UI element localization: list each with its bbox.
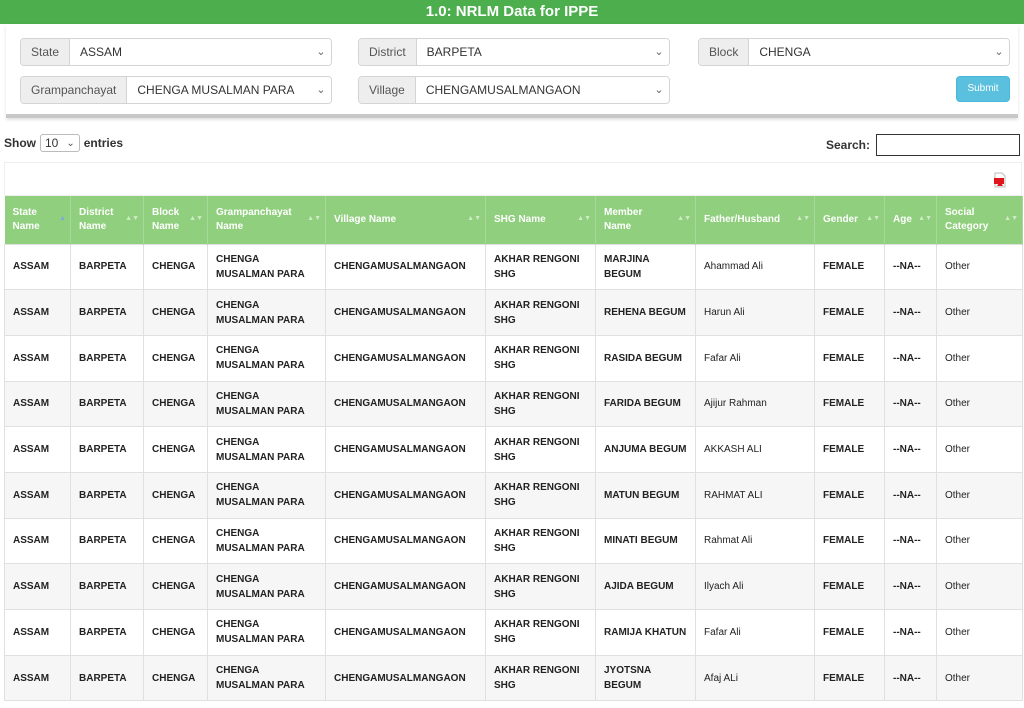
column-header-label: Age <box>893 213 912 225</box>
export-toolbar <box>4 162 1022 196</box>
table-cell: AKHAR RENGONI SHG <box>486 381 596 427</box>
column-header[interactable] <box>815 196 885 244</box>
chevron-down-icon: ⌄ <box>649 77 669 103</box>
filter-panel <box>6 24 1018 118</box>
column-header-label: Village Name <box>334 213 397 225</box>
table-cell: FEMALE <box>815 518 885 564</box>
table-cell: RASIDA BEGUM <box>596 335 696 381</box>
table-cell: ASSAM <box>5 335 71 381</box>
table-cell: FEMALE <box>815 472 885 518</box>
column-header[interactable] <box>486 196 596 244</box>
chevron-down-icon: ⌄ <box>989 39 1009 65</box>
table-cell: CHENGA MUSALMAN PARA <box>208 655 326 701</box>
table-cell: AKHAR RENGONI SHG <box>486 610 596 656</box>
table-cell: CHENGA MUSALMAN PARA <box>208 610 326 656</box>
table-cell: Other <box>937 655 1023 701</box>
column-header-label: Name <box>216 220 244 232</box>
table-row <box>5 610 1023 656</box>
column-header[interactable] <box>937 196 1023 244</box>
column-header-label: SHG Name <box>494 213 546 225</box>
column-header-label: Name <box>604 220 632 232</box>
table-cell: BARPETA <box>71 518 144 564</box>
column-header-label: Father/Husband <box>704 213 781 225</box>
table-cell: Other <box>937 427 1023 473</box>
table-cell: --NA-- <box>885 381 937 427</box>
column-header[interactable] <box>208 196 326 244</box>
table-cell: AKHAR RENGONI SHG <box>486 472 596 518</box>
sort-icon: ▲▼ <box>1004 215 1018 222</box>
table-cell: FEMALE <box>815 335 885 381</box>
table-cell: --NA-- <box>885 655 937 701</box>
table-cell: CHENGA <box>144 610 208 656</box>
page-length-control <box>4 134 123 152</box>
sort-icon: ▲▼ <box>918 215 932 222</box>
sort-icon: ▲▼ <box>866 215 880 222</box>
column-header[interactable] <box>596 196 696 244</box>
table-cell: Other <box>937 518 1023 564</box>
table-row <box>5 381 1023 427</box>
table-cell: AKHAR RENGONI SHG <box>486 335 596 381</box>
table-cell: CHENGAMUSALMANGAON <box>326 381 486 427</box>
chevron-down-icon: ⌄ <box>66 137 75 149</box>
table-cell: CHENGA <box>144 518 208 564</box>
search-label: Search: <box>825 138 870 152</box>
table-row <box>5 472 1023 518</box>
column-header-label: Social <box>945 206 975 218</box>
table-cell: AKHAR RENGONI SHG <box>486 427 596 473</box>
page-title: 1.0: NRLM Data for IPPE <box>0 0 1024 24</box>
page-length-select[interactable] <box>40 134 80 152</box>
column-header[interactable] <box>326 196 486 244</box>
state-label: State <box>21 39 70 65</box>
sort-icon: ▲ <box>59 215 66 222</box>
table-cell: Fafar Ali <box>696 335 815 381</box>
chevron-down-icon: ⌄ <box>311 39 331 65</box>
district-label: District <box>359 39 417 65</box>
table-cell: CHENGA <box>144 472 208 518</box>
sort-icon: ▲▼ <box>125 215 139 222</box>
table-cell: RAHMAT ALI <box>696 472 815 518</box>
table-cell: ASSAM <box>5 381 71 427</box>
table-header-row <box>5 196 1023 244</box>
table-cell: ASSAM <box>5 472 71 518</box>
table-cell: AKHAR RENGONI SHG <box>486 518 596 564</box>
sort-icon: ▲▼ <box>796 215 810 222</box>
table-row <box>5 335 1023 381</box>
sort-icon: ▲▼ <box>467 215 481 222</box>
table-cell: Afaj ALi <box>696 655 815 701</box>
table-cell: CHENGA MUSALMAN PARA <box>208 518 326 564</box>
table-cell: ASSAM <box>5 244 71 290</box>
village-label: Village <box>359 77 416 103</box>
table-cell: AKHAR RENGONI SHG <box>486 290 596 336</box>
table-cell: Ahammad Ali <box>696 244 815 290</box>
column-header-label: Name <box>152 220 180 232</box>
table-row <box>5 244 1023 290</box>
column-header-label: State <box>12 206 37 218</box>
submit-button[interactable]: Submit <box>956 76 1010 102</box>
table-cell: CHENGA MUSALMAN PARA <box>208 244 326 290</box>
grampanchayat-label: Grampanchayat <box>21 77 127 103</box>
table-row <box>5 655 1023 701</box>
table-cell: BARPETA <box>71 427 144 473</box>
table-cell: ASSAM <box>5 610 71 656</box>
table-cell: MARJINA BEGUM <box>596 244 696 290</box>
table-cell: CHENGA MUSALMAN PARA <box>208 564 326 610</box>
table-cell: CHENGA <box>144 427 208 473</box>
table-cell: CHENGA MUSALMAN PARA <box>208 472 326 518</box>
table-cell: --NA-- <box>885 335 937 381</box>
entries-label: entries <box>83 136 124 150</box>
table-cell: FEMALE <box>815 427 885 473</box>
column-header-label: District <box>79 206 114 218</box>
table-cell: CHENGA <box>144 655 208 701</box>
table-cell: FARIDA BEGUM <box>596 381 696 427</box>
table-cell: CHENGA <box>144 564 208 610</box>
table-cell: Fafar Ali <box>696 610 815 656</box>
table-cell: --NA-- <box>885 472 937 518</box>
table-cell: Rahmat Ali <box>696 518 815 564</box>
table-cell: CHENGA MUSALMAN PARA <box>208 290 326 336</box>
table-cell: BARPETA <box>71 290 144 336</box>
table-cell: FEMALE <box>815 655 885 701</box>
state-value: ASSAM ⌄ <box>70 39 331 65</box>
table-row <box>5 427 1023 473</box>
table-cell: MINATI BEGUM <box>596 518 696 564</box>
table-row <box>5 564 1023 610</box>
table-cell: CHENGA <box>144 290 208 336</box>
column-header-label: Member <box>604 206 643 218</box>
table-cell: --NA-- <box>885 244 937 290</box>
column-header-label: Gender <box>823 213 859 225</box>
column-header-label: Grampanchayat <box>216 206 292 218</box>
table-cell: AKKASH ALI <box>696 427 815 473</box>
table-cell: ASSAM <box>5 290 71 336</box>
table-cell: --NA-- <box>885 564 937 610</box>
sort-icon: ▲▼ <box>577 215 591 222</box>
table-cell: CHENGAMUSALMANGAON <box>326 427 486 473</box>
table-cell: CHENGA <box>144 335 208 381</box>
table-row <box>5 518 1023 564</box>
table-cell: CHENGA <box>144 381 208 427</box>
village-select[interactable] <box>358 76 670 104</box>
column-header-label: Category <box>945 220 989 232</box>
grampanchayat-value: CHENGA MUSALMAN PARA ⌄ <box>127 77 331 103</box>
block-value: CHENGA ⌄ <box>749 39 1009 65</box>
table-cell: CHENGA <box>144 244 208 290</box>
table-cell: FEMALE <box>815 244 885 290</box>
table-cell: --NA-- <box>885 610 937 656</box>
table-cell: FEMALE <box>815 290 885 336</box>
table-cell: BARPETA <box>71 564 144 610</box>
table-cell: Other <box>937 472 1023 518</box>
column-header[interactable] <box>885 196 937 244</box>
table-cell: CHENGAMUSALMANGAON <box>326 655 486 701</box>
column-header[interactable] <box>696 196 815 244</box>
column-header[interactable] <box>71 196 144 244</box>
table-cell: FEMALE <box>815 381 885 427</box>
table-cell: CHENGAMUSALMANGAON <box>326 564 486 610</box>
table-cell: BARPETA <box>71 655 144 701</box>
column-header[interactable] <box>5 196 71 244</box>
chevron-down-icon: ⌄ <box>311 77 331 103</box>
table-cell: AJIDA BEGUM <box>596 564 696 610</box>
column-header-label: Name <box>79 220 107 232</box>
table-cell: FEMALE <box>815 610 885 656</box>
data-table <box>4 196 1023 701</box>
table-cell: Other <box>937 244 1023 290</box>
chevron-down-icon: ⌄ <box>649 39 669 65</box>
search-input[interactable] <box>876 134 1020 156</box>
column-header-label: Name <box>12 220 40 232</box>
pdf-export-icon[interactable] <box>993 172 1007 188</box>
table-cell: CHENGAMUSALMANGAON <box>326 244 486 290</box>
table-cell: AKHAR RENGONI SHG <box>486 244 596 290</box>
table-cell: Harun Ali <box>696 290 815 336</box>
sort-icon: ▲▼ <box>307 215 321 222</box>
district-select[interactable] <box>358 38 670 66</box>
table-cell: Other <box>937 381 1023 427</box>
table-cell: REHENA BEGUM <box>596 290 696 336</box>
table-cell: --NA-- <box>885 290 937 336</box>
village-value: CHENGAMUSALMANGAON ⌄ <box>416 77 669 103</box>
table-cell: CHENGA MUSALMAN PARA <box>208 335 326 381</box>
table-cell: AKHAR RENGONI SHG <box>486 564 596 610</box>
table-cell: ASSAM <box>5 427 71 473</box>
table-cell: CHENGA MUSALMAN PARA <box>208 427 326 473</box>
table-cell: ASSAM <box>5 518 71 564</box>
table-cell: Other <box>937 335 1023 381</box>
table-cell: JYOTSNA BEGUM <box>596 655 696 701</box>
table-row <box>5 290 1023 336</box>
table-cell: Other <box>937 564 1023 610</box>
table-cell: CHENGA MUSALMAN PARA <box>208 381 326 427</box>
table-cell: Other <box>937 290 1023 336</box>
table-cell: CHENGAMUSALMANGAON <box>326 472 486 518</box>
table-cell: --NA-- <box>885 518 937 564</box>
table-cell: ANJUMA BEGUM <box>596 427 696 473</box>
table-cell: BARPETA <box>71 472 144 518</box>
table-cell: BARPETA <box>71 381 144 427</box>
grampanchayat-select[interactable] <box>20 76 332 104</box>
block-label: Block <box>699 39 749 65</box>
search-control <box>826 134 1020 156</box>
sort-icon: ▲▼ <box>677 215 691 222</box>
table-cell: Ajijur Rahman <box>696 381 815 427</box>
sort-icon: ▲▼ <box>189 215 203 222</box>
table-cell: CHENGAMUSALMANGAON <box>326 610 486 656</box>
page-length-value: 10 <box>45 136 59 150</box>
state-select[interactable] <box>20 38 332 66</box>
table-cell: AKHAR RENGONI SHG <box>486 655 596 701</box>
table-cell: CHENGAMUSALMANGAON <box>326 335 486 381</box>
table-cell: BARPETA <box>71 335 144 381</box>
table-cell: BARPETA <box>71 610 144 656</box>
table-cell: MATUN BEGUM <box>596 472 696 518</box>
table-cell: RAMIJA KHATUN <box>596 610 696 656</box>
district-value: BARPETA ⌄ <box>417 39 669 65</box>
column-header-label: Block <box>152 206 180 218</box>
table-cell: FEMALE <box>815 564 885 610</box>
table-cell: CHENGAMUSALMANGAON <box>326 290 486 336</box>
show-label: Show <box>4 136 36 150</box>
table-cell: Ilyach Ali <box>696 564 815 610</box>
table-cell: CHENGAMUSALMANGAON <box>326 518 486 564</box>
block-select[interactable] <box>698 38 1010 66</box>
table-cell: ASSAM <box>5 564 71 610</box>
table-cell: --NA-- <box>885 427 937 473</box>
table-cell: BARPETA <box>71 244 144 290</box>
table-cell: ASSAM <box>5 655 71 701</box>
column-header[interactable] <box>144 196 208 244</box>
table-cell: Other <box>937 610 1023 656</box>
